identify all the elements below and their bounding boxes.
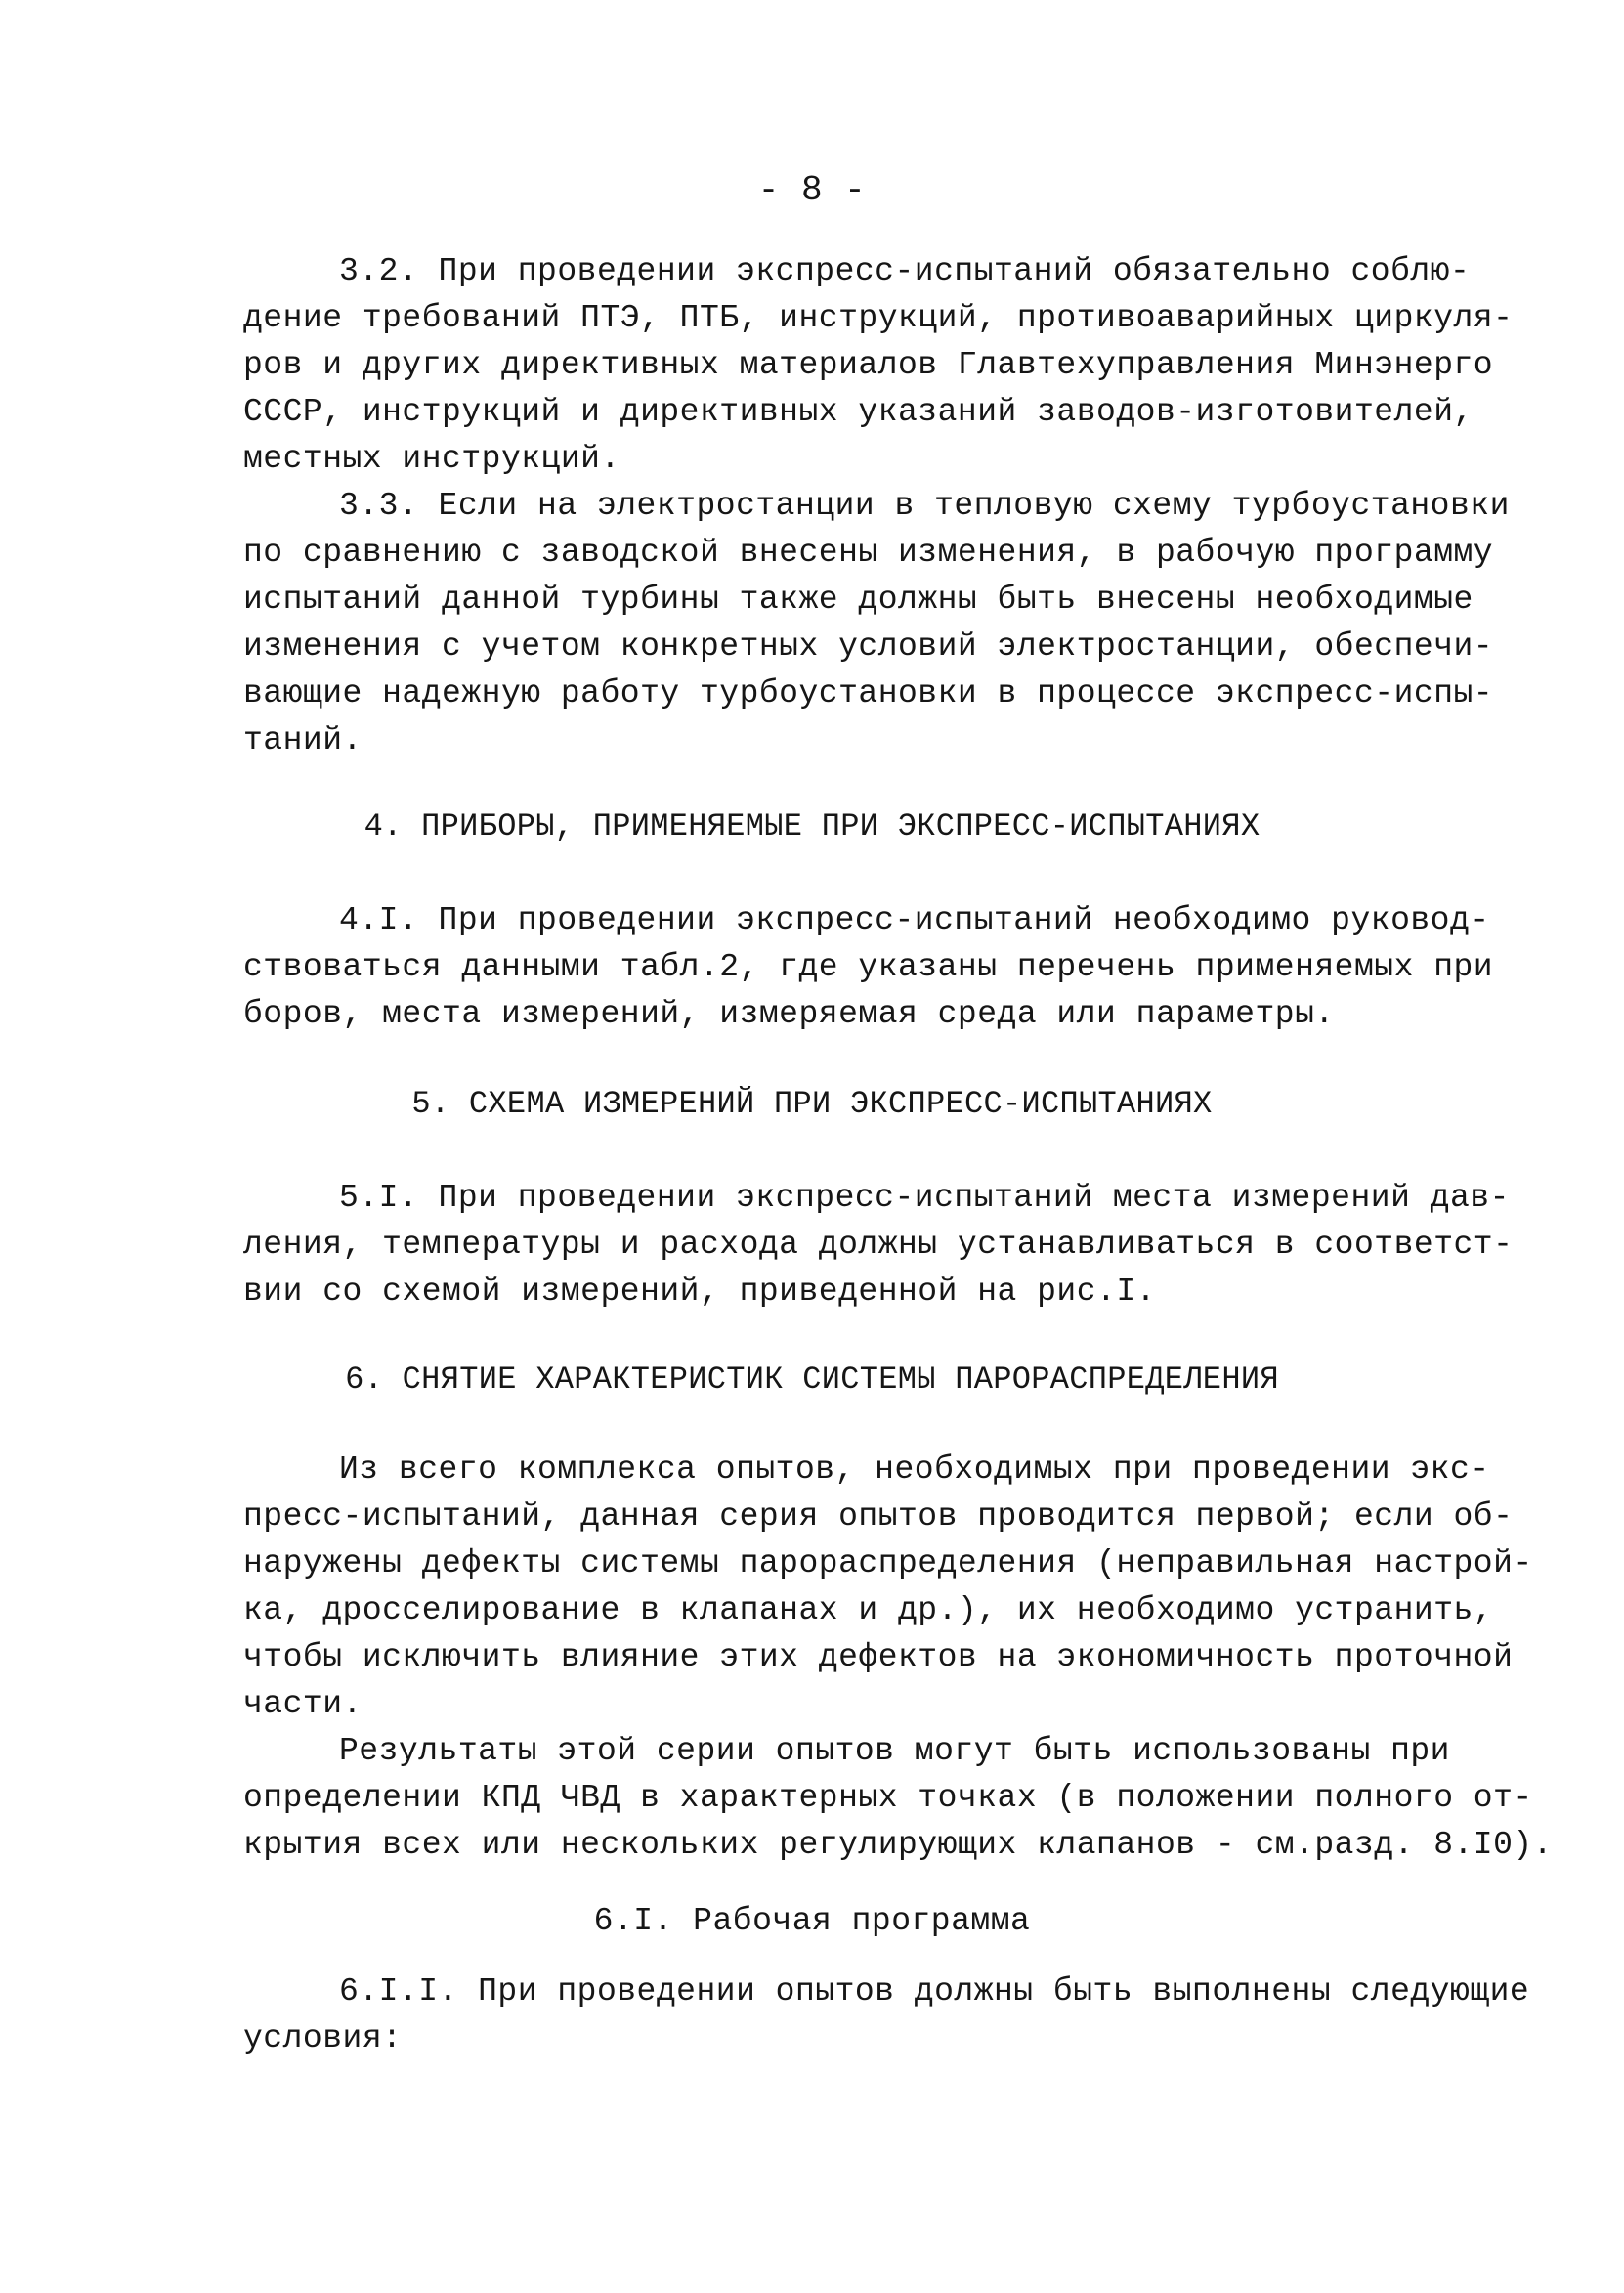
- paragraph-4-1-line-1: 4.I. При проведении экспресс-испытаний необходимо руковод-: [339, 902, 1490, 938]
- section-6-heading: 6. СНЯТИЕ ХАРАКТЕРИСТИК СИСТЕМЫ ПАРОРАСПРЕДЕЛЕНИЯ: [345, 1362, 1279, 1398]
- paragraph-6-results-line-2: определении КПД ЧВД в характерных точках (в положении полного от-: [243, 1780, 1533, 1816]
- paragraph-3-3-line-3: испытаний данной турбины также должны быть внесены необходимые: [243, 582, 1474, 618]
- paragraph-6-results-line-3: крытия всех или нескольких регулирующих клапанов - см.разд. 8.I0).: [243, 1827, 1554, 1863]
- paragraph-6-1-1-line-2: условия:: [243, 2020, 403, 2056]
- section-5-heading: 5. СХЕМА ИЗМЕРЕНИЙ ПРИ ЭКСПРЕСС-ИСПЫТАНИЯХ: [411, 1086, 1213, 1122]
- paragraph-6-1-1-line-1: 6.I.I. При проведении опытов должны быть выполнены следующие: [339, 1973, 1530, 2010]
- paragraph-5-1-line-2: ления, температуры и расхода должны устанавливаться в соответст-: [243, 1227, 1514, 1263]
- paragraph-6-intro-line-5: чтобы исключить влияние этих дефектов на экономичность проточной: [243, 1639, 1514, 1675]
- paragraph-3-2-line-2: дение требований ПТЭ, ПТБ, инструкций, противоаварийных циркуля-: [243, 300, 1514, 336]
- paragraph-3-3-line-2: по сравнению с заводской внесены изменения, в рабочую программу: [243, 535, 1494, 571]
- paragraph-3-2-line-4: СССР, инструкций и директивных указаний заводов-изготовителей,: [243, 394, 1474, 430]
- paragraph-3-2-line-1: 3.2. При проведении экспресс-испытаний обязательно соблю-: [339, 253, 1471, 289]
- paragraph-3-2-line-3: ров и других директивных материалов Главтехуправления Минэнерго: [243, 347, 1494, 383]
- paragraph-4-1-line-3: боров, места измерений, измеряемая среда или параметры.: [243, 996, 1335, 1032]
- subsection-6-1-heading: 6.I. Рабочая программа: [593, 1903, 1031, 1939]
- paragraph-3-2-line-5: местных инструкций.: [243, 441, 620, 477]
- paragraph-3-3-line-6: таний.: [243, 722, 363, 758]
- paragraph-6-intro-line-2: пресс-испытаний, данная серия опытов проводится первой; если об-: [243, 1498, 1514, 1535]
- paragraph-4-1-line-2: ствоваться данными табл.2, где указаны перечень применяемых при: [243, 949, 1494, 985]
- paragraph-5-1-line-3: вии со схемой измерений, приведенной на рис.I.: [243, 1274, 1156, 1310]
- paragraph-5-1-line-1: 5.I. При проведении экспресс-испытаний места измерений дав-: [339, 1180, 1510, 1216]
- paragraph-3-3-line-5: вающие надежную работу турбоустановки в процессе экспресс-испы-: [243, 675, 1494, 712]
- paragraph-6-results-line-1: Результаты этой серии опытов могут быть использованы при: [339, 1733, 1450, 1769]
- paragraph-3-3-line-4: изменения с учетом конкретных условий электростанции, обеспечи-: [243, 628, 1494, 665]
- paragraph-6-intro-line-4: ка, дросселирование в клапанах и др.), их необходимо устранить,: [243, 1592, 1494, 1628]
- paragraph-6-intro-line-6: части.: [243, 1686, 363, 1722]
- section-4-heading: 4. ПРИБОРЫ, ПРИМЕНЯЕМЫЕ ПРИ ЭКСПРЕСС-ИСПЫТАНИЯХ: [363, 808, 1261, 844]
- paragraph-6-intro-line-3: наружены дефекты системы парораспределения (неправильная настрой-: [243, 1545, 1533, 1581]
- paragraph-3-3-line-1: 3.3. Если на электростанции в тепловую схему турбоустановки: [339, 488, 1510, 524]
- paragraph-6-intro-line-1: Из всего комплекса опытов, необходимых при проведении экс-: [339, 1451, 1490, 1488]
- page-number: - 8 -: [757, 170, 867, 210]
